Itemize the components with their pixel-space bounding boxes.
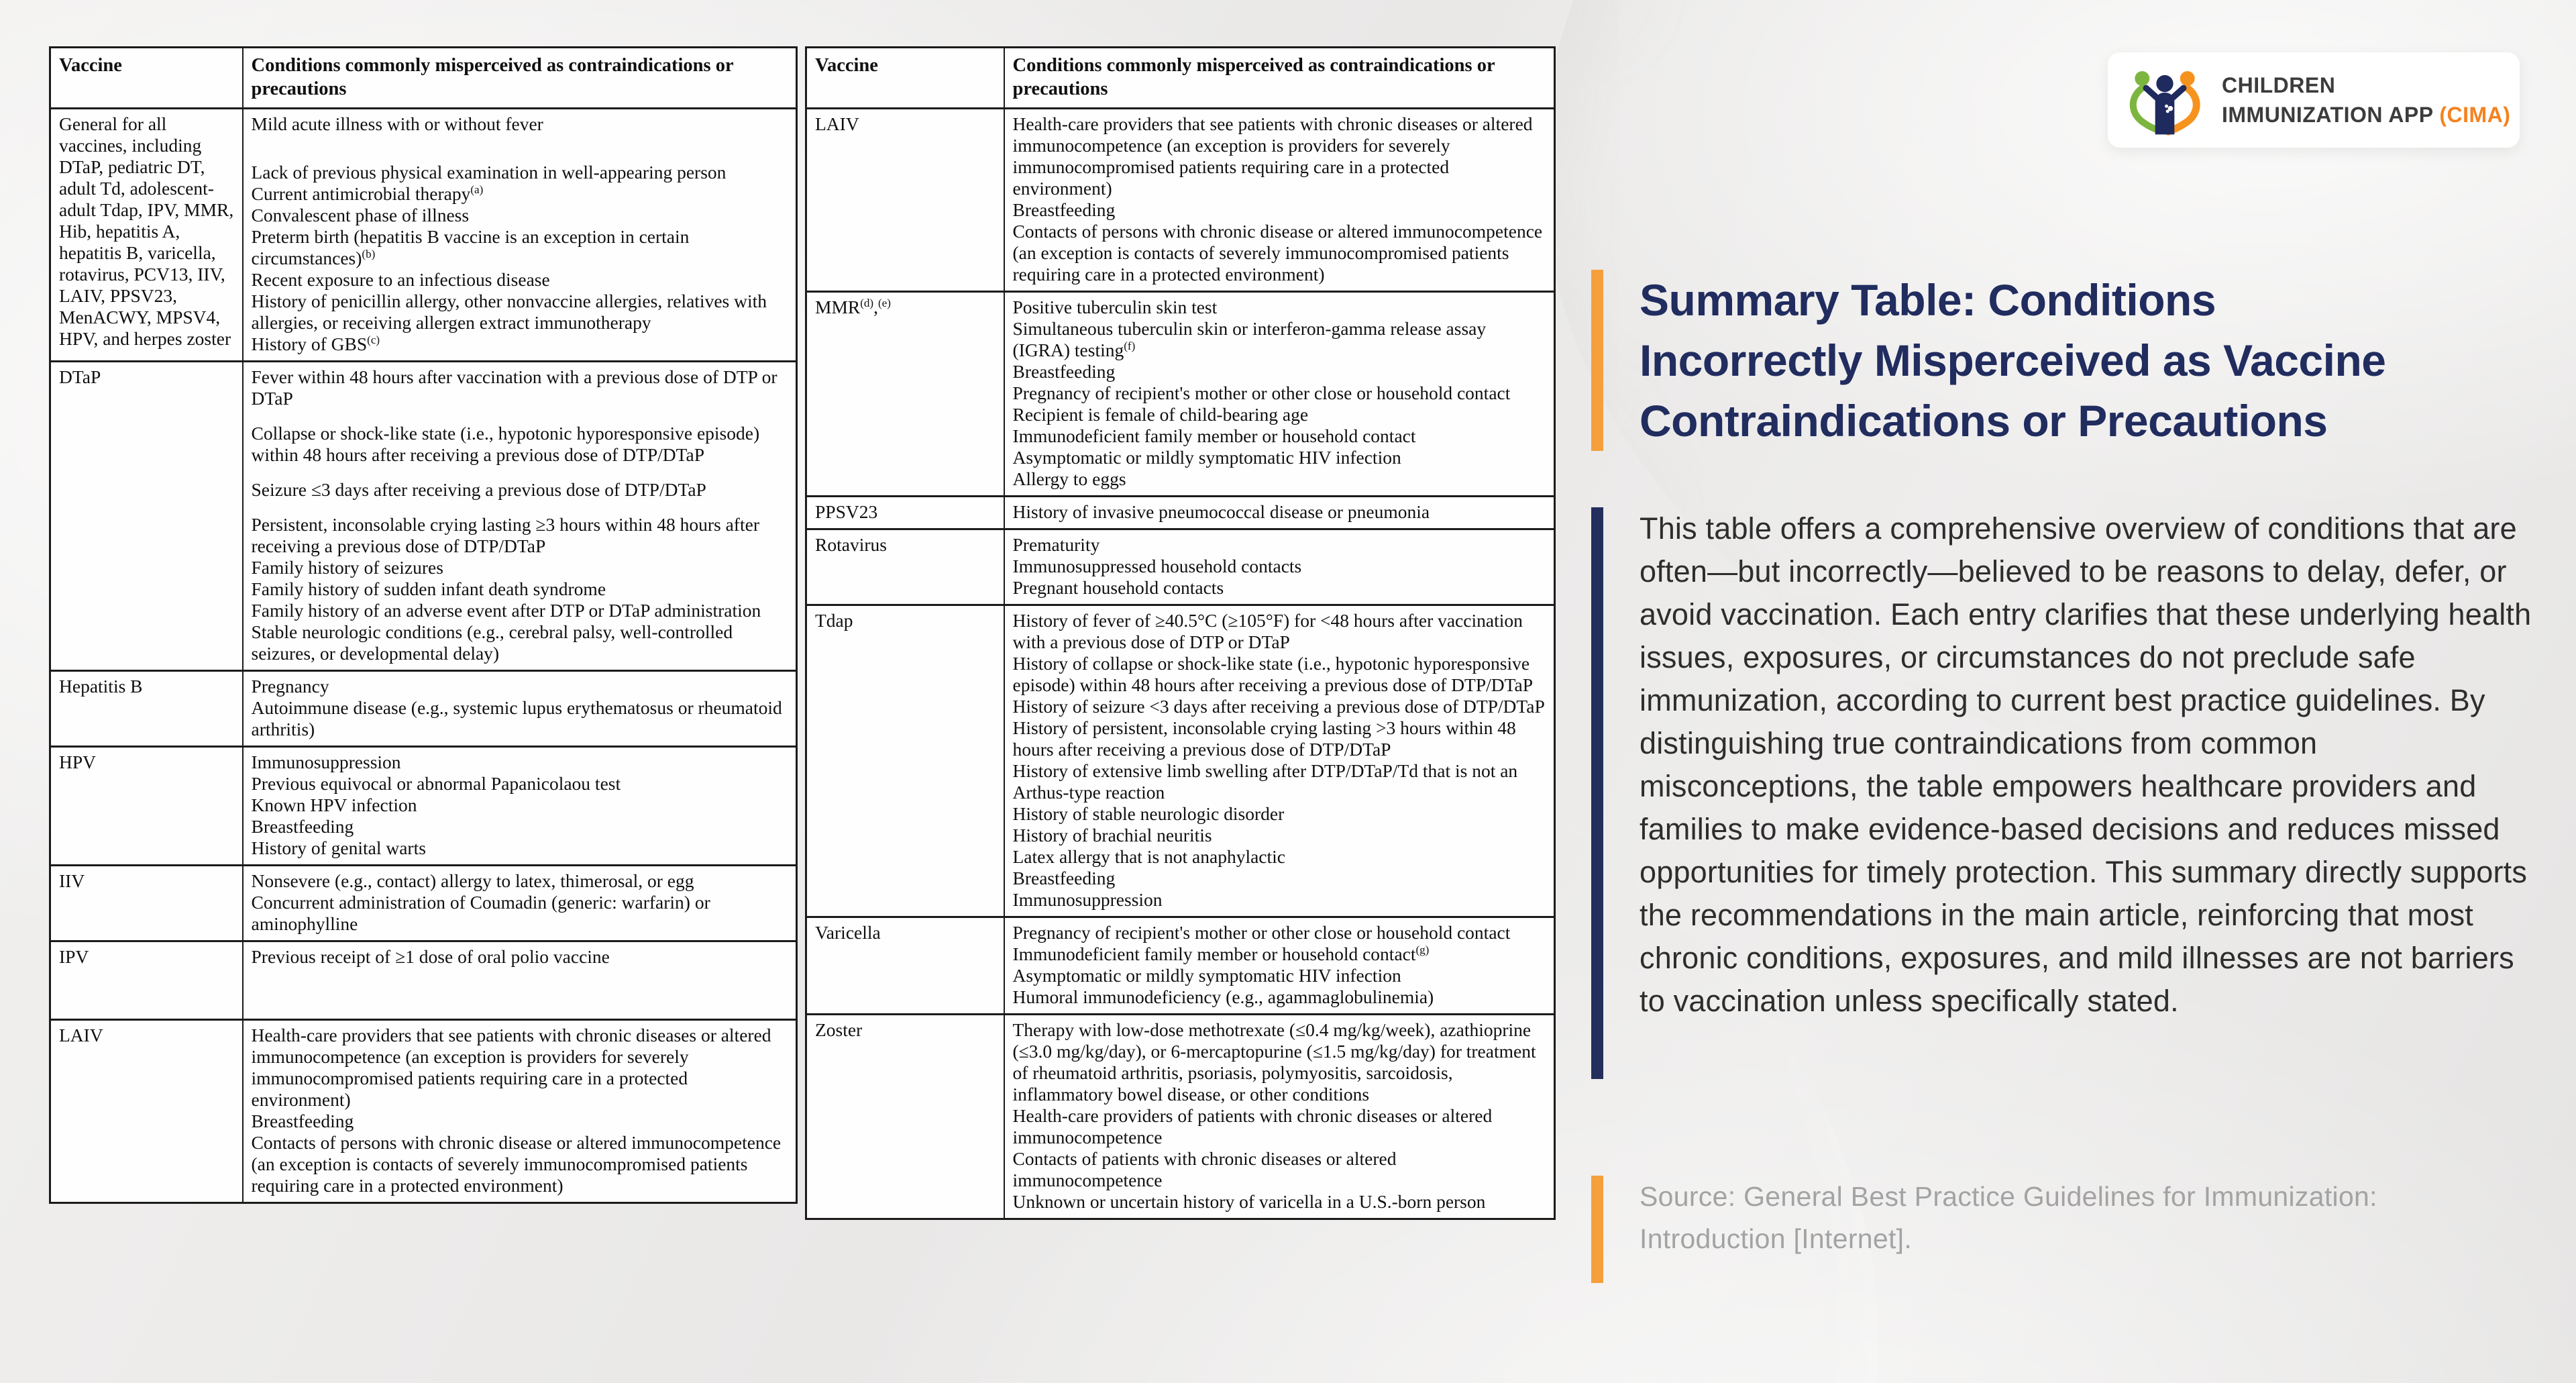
conditions-cell xyxy=(1004,497,1555,529)
condition-line: History of persistent, inconsolable crying lasting >3 hours within 48 hours after receiving a previous dose of DTP/DTaP xyxy=(1012,717,1516,760)
condition-line: Allergy to eggs xyxy=(1012,468,1126,489)
condition-line: Contacts of persons with chronic disease or altered immunocompetence (an exception is contacts of severely immunocompromised patients requiring care in a protected environment) xyxy=(1012,221,1543,285)
conditions-cell xyxy=(243,941,797,1020)
condition-line: Immunodeficient family member or household contact xyxy=(1012,425,1416,446)
condition-line: Current antimicrobial therapy$^{(a)}$ xyxy=(251,183,484,204)
conditions-cell xyxy=(243,1020,797,1203)
condition-line: Breastfeeding xyxy=(251,816,354,837)
condition-line: Known HPV infection xyxy=(251,795,417,815)
condition-line: Latex allergy that is not anaphylactic xyxy=(1012,846,1285,867)
source-attribution: Source: General Best Practice Guidelines for Immunization: Introduction [Internet]. xyxy=(1640,1181,2377,1254)
table-row xyxy=(806,917,1555,1015)
condition-line: Breastfeeding xyxy=(1012,868,1116,888)
condition-line: History of brachial neuritis xyxy=(1012,825,1212,846)
condition-line: Recent exposure to an infectious disease xyxy=(251,269,550,290)
table-row xyxy=(50,362,797,671)
condition-line: Family history of sudden infant death syndrome xyxy=(251,578,606,599)
spacer xyxy=(252,501,788,514)
condition-line: History of invasive pneumococcal disease or pneumonia xyxy=(1012,501,1430,522)
vaccine-name-cell: Varicella xyxy=(806,917,1004,1015)
condition-line: Autoimmune disease (e.g., systemic lupus erythematosus or rheumatoid arthritis) xyxy=(251,697,782,739)
title-line: Contraindications or Precautions xyxy=(1640,396,2328,446)
vaccine-name-cell: LAIV xyxy=(50,1020,243,1203)
table-row xyxy=(50,109,797,362)
table-row xyxy=(50,671,797,747)
condition-line: Previous receipt of ≥1 dose of oral polio vaccine xyxy=(251,946,610,967)
vaccine-misconceptions-table-right xyxy=(805,46,1556,1220)
conditions-cell xyxy=(1004,529,1555,605)
conditions-cell xyxy=(243,671,797,747)
condition-line: Fever within 48 hours after vaccination with a previous dose of DTP or DTaP xyxy=(251,366,777,409)
conditions-cell xyxy=(1004,605,1555,917)
table-row xyxy=(50,941,797,1020)
vaccine-name-cell: Hepatitis B xyxy=(50,671,243,747)
column-header-vaccine: Vaccine xyxy=(50,48,243,109)
title-accent-bar xyxy=(1591,270,1603,451)
source-block xyxy=(1591,1176,2536,1283)
condition-line: Pregnancy xyxy=(251,676,329,697)
column-header-vaccine: Vaccine xyxy=(806,48,1004,109)
condition-line: Asymptomatic or mildly symptomatic HIV infection xyxy=(1012,447,1401,468)
vaccine-name-cell: LAIV xyxy=(806,109,1004,292)
condition-line: Concurrent administration of Coumadin (generic: warfarin) or aminophylline xyxy=(251,892,710,934)
condition-line: Unknown or uncertain history of varicella in a U.S.-born person xyxy=(1012,1191,1486,1212)
conditions-cell xyxy=(1004,109,1555,292)
summary-description: This table offers a comprehensive overview of conditions that are often—but incorrectly—believed to be reasons to delay, defer, or avoid vaccination. Each entry clarifies that these underlying health issues, exposures, or circumstances do not preclude safe immunization, according to current best practice guidelines. By distinguishing true contraindications from common misconceptions, the table empowers healthcare providers and families to make evidence-based decisions and reduces missed opportunities for timely protection. This summary directly supports the recommendations in the main article, reinforcing that most chronic conditions, exposures, and mild illnesses are not barriers to vaccination unless specifically stated. xyxy=(1640,511,2532,1018)
conditions-cell xyxy=(243,109,797,362)
condition-line: Family history of an adverse event after DTP or DTaP administration xyxy=(251,600,761,621)
condition-line: Health-care providers that see patients with chronic diseases or altered immunocompetence (an exception is providers for severely immunocompromised patients requiring care in a protected environment) xyxy=(251,1025,771,1110)
condition-line: Contacts of patients with chronic diseases or altered immunocompetence xyxy=(1012,1148,1397,1190)
condition-line: Health-care providers of patients with chronic diseases or altered immunocompetence xyxy=(1012,1105,1493,1147)
condition-line: History of genital warts xyxy=(251,837,426,858)
condition-line: History of GBS$^{(c)}$ xyxy=(251,333,380,354)
description-accent-bar xyxy=(1591,507,1603,1079)
condition-line: Lack of previous physical examination in well-appearing person xyxy=(251,162,727,183)
condition-line: Pregnancy of recipient's mother or other close or household contact xyxy=(1012,922,1511,943)
condition-line: History of collapse or shock-like state (i.e., hypotonic hyporesponsive episode) within 48 hours after receiving a previous dose of DTP/DTaP xyxy=(1012,653,1534,695)
source-accent-bar xyxy=(1591,1176,1603,1283)
page-title xyxy=(1640,270,2530,451)
logo-line2: IMMUNIZATION APP xyxy=(2222,103,2433,127)
table-row xyxy=(806,497,1555,529)
condition-line: Stable neurologic conditions (e.g., cerebral palsy, well-controlled seizures, or developmental delay) xyxy=(251,621,733,664)
condition-line: Family history of seizures xyxy=(251,557,443,578)
children-immunization-logo-icon xyxy=(2125,60,2204,140)
condition-line: Convalescent phase of illness xyxy=(251,205,470,225)
condition-line: Pregnant household contacts xyxy=(1012,577,1224,598)
table-row xyxy=(806,1015,1555,1219)
condition-line: Positive tuberculin skin test xyxy=(1012,297,1218,317)
vaccine-name-cell: Zoster xyxy=(806,1015,1004,1219)
title-line: Incorrectly Misperceived as Vaccine xyxy=(1640,336,2386,385)
conditions-cell xyxy=(1004,292,1555,497)
condition-line: Breastfeeding xyxy=(1012,199,1116,220)
conditions-cell xyxy=(1004,917,1555,1015)
condition-line: History of stable neurologic disorder xyxy=(1012,803,1285,824)
column-header-conditions: Conditions commonly misperceived as contraindications or precautions xyxy=(1004,48,1555,109)
conditions-cell xyxy=(243,747,797,866)
logo-wordmark xyxy=(2222,70,2510,130)
condition-line: Recipient is female of child-bearing age xyxy=(1012,404,1309,425)
table-row xyxy=(50,866,797,941)
cima-logo-card xyxy=(2108,52,2520,148)
description-block xyxy=(1591,507,2536,1023)
title-block xyxy=(1591,270,2530,451)
condition-line: Therapy with low-dose methotrexate (≤0.4 mg/kg/week), azathioprine (≤3.0 mg/kg/day), or 6-mercaptopurine (≤1.5 mg/kg/day) for treatment of rheumatoid arthritis, psoriasis, polymyositis, sarcoidosis, inflammatory bowel disease, or other conditions xyxy=(1012,1019,1536,1105)
table-row xyxy=(806,529,1555,605)
title-line: Summary Table: Conditions xyxy=(1640,275,2216,325)
condition-line: Immunosuppressed household contacts xyxy=(1012,556,1302,576)
condition-line: History of fever of ≥40.5°C (≥105°F) for <48 hours after vaccination with a previous dose of DTP or DTaP xyxy=(1012,610,1523,652)
spacer xyxy=(252,466,788,479)
condition-line: Simultaneous tuberculin skin or interferon-gamma release assay (IGRA) testing$^{(f)}$ xyxy=(1012,318,1487,360)
table-header-row xyxy=(806,48,1555,109)
spacer xyxy=(252,409,788,423)
table-header-row xyxy=(50,48,797,109)
table-row xyxy=(806,109,1555,292)
conditions-cell xyxy=(243,866,797,941)
condition-line: Mild acute illness with or without fever xyxy=(251,113,543,134)
condition-line: Preterm birth (hepatitis B vaccine is an exception in certain circumstances)$^{(b)}$ xyxy=(251,226,690,268)
vaccine-misconceptions-table-left xyxy=(49,46,798,1204)
column-header-conditions: Conditions commonly misperceived as contraindications or precautions xyxy=(243,48,797,109)
condition-line: Previous equivocal or abnormal Papanicolaou test xyxy=(251,773,621,794)
table-row xyxy=(50,747,797,866)
vaccine-name-cell: DTaP xyxy=(50,362,243,671)
vaccine-name-cell: General for all vaccines, including DTaP, pediatric DT, adult Td, adolescent-adult Tdap, IPV, MMR, Hib, hepatitis A, hepatitis B, varicella, rotavirus, PCV13, IIV, LAIV, PPSV23, MenACWY, MPSV4, HPV, and herpes zoster xyxy=(50,109,243,362)
table-row xyxy=(806,605,1555,917)
vaccine-name-cell: IIV xyxy=(50,866,243,941)
spacer xyxy=(252,135,788,148)
condition-line: Contacts of persons with chronic disease or altered immunocompetence (an exception is contacts of severely immunocompromised patients requiring care in a protected environment) xyxy=(251,1132,782,1196)
condition-line: Immunosuppression xyxy=(251,752,401,772)
vaccine-name-cell: IPV xyxy=(50,941,243,1020)
spacer xyxy=(252,148,788,162)
table-row xyxy=(806,292,1555,497)
logo-cima-accent: (CIMA) xyxy=(2439,103,2511,127)
vaccine-name-cell: Rotavirus xyxy=(806,529,1004,605)
condition-line: Seizure ≤3 days after receiving a previous dose of DTP/DTaP xyxy=(251,479,706,500)
conditions-cell xyxy=(243,362,797,671)
condition-line: Persistent, inconsolable crying lasting ≥3 hours within 48 hours after receiving a previous dose of DTP/DTaP xyxy=(251,514,759,556)
condition-line: Breastfeeding xyxy=(251,1111,354,1131)
vaccine-name-cell: PPSV23 xyxy=(806,497,1004,529)
condition-line: Breastfeeding xyxy=(1012,361,1116,382)
condition-line: History of penicillin allergy, other nonvaccine allergies, relatives with allergies, or receiving allergen extract immunotherapy xyxy=(251,291,767,333)
vaccine-name-cell: MMR$^{(d)}$,$^{(e)}$ xyxy=(806,292,1004,497)
condition-line: Humoral immunodeficiency (e.g., agammaglobulinemia) xyxy=(1012,986,1434,1007)
condition-line: History of extensive limb swelling after DTP/DTaP/Td that is not an Arthus-type reaction xyxy=(1012,760,1518,803)
conditions-cell xyxy=(1004,1015,1555,1219)
condition-line: Pregnancy of recipient's mother or other close or household contact xyxy=(1012,382,1511,403)
vaccine-name-cell: Tdap xyxy=(806,605,1004,917)
condition-line: Nonsevere (e.g., contact) allergy to latex, thimerosal, or egg xyxy=(251,870,694,891)
logo-line1: CHILDREN xyxy=(2222,73,2336,97)
condition-line: Prematurity xyxy=(1012,534,1100,555)
condition-line: Health-care providers that see patients with chronic diseases or altered immunocompetence (an exception is providers for severely immunocompromised patients requiring care in a protected environment) xyxy=(1012,113,1533,199)
table-row xyxy=(50,1020,797,1203)
condition-line: Immunodeficient family member or household contact$^{(g)}$ xyxy=(1012,943,1430,964)
vaccine-name-cell: HPV xyxy=(50,747,243,866)
condition-line: Collapse or shock-like state (i.e., hypotonic hyporesponsive episode) within 48 hours after receiving a previous dose of DTP/DTaP xyxy=(251,423,760,465)
condition-line: History of seizure <3 days after receiving a previous dose of DTP/DTaP xyxy=(1012,696,1545,717)
condition-line: Immunosuppression xyxy=(1012,889,1163,910)
condition-line: Asymptomatic or mildly symptomatic HIV infection xyxy=(1012,965,1401,986)
